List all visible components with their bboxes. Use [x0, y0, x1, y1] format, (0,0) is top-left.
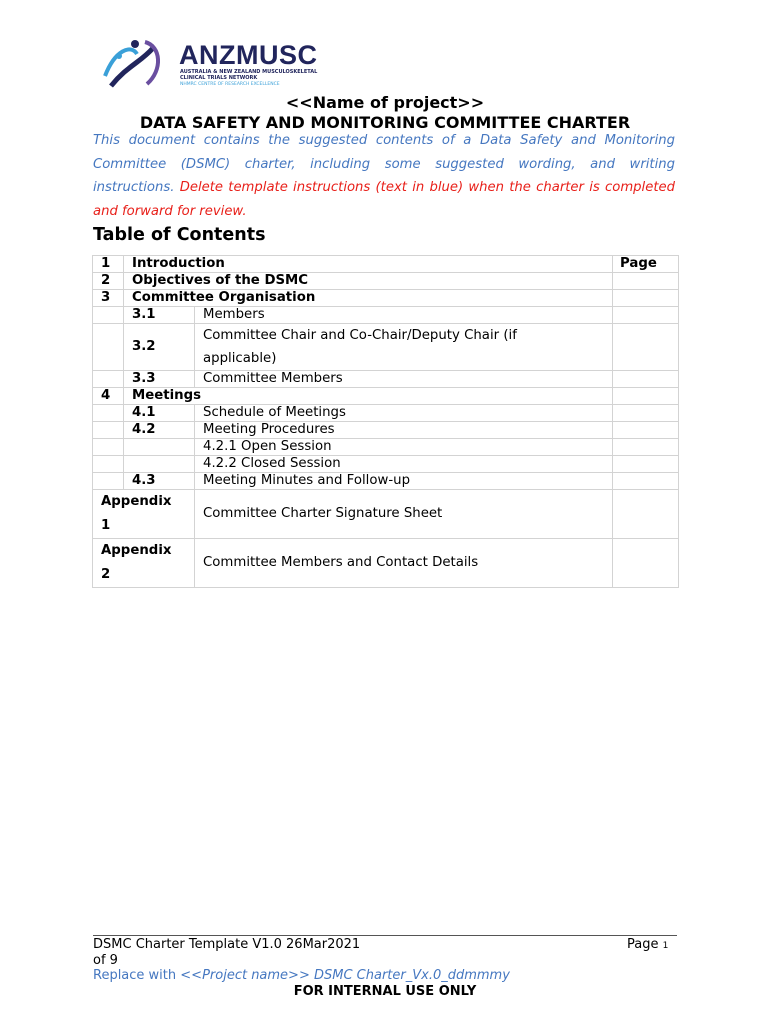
toc-section-label: Meetings: [124, 388, 613, 405]
toc-subsection-label: Committee Chair and Co-Chair/Deputy Chair (if applicable): [195, 324, 613, 371]
toc-subsection-number: 3.2: [124, 324, 195, 371]
toc-subsection-number: 3.1: [124, 307, 195, 324]
toc-section-number: 3: [93, 290, 124, 307]
toc-subsection-label: Meeting Minutes and Follow-up: [195, 473, 613, 490]
toc-section-label: Introduction: [124, 256, 613, 273]
toc-page-cell: [613, 539, 679, 588]
toc-subsection-number: [124, 439, 195, 456]
toc-row: [93, 405, 679, 422]
anzmusc-logo: [97, 36, 337, 90]
toc-page-cell: [613, 422, 679, 439]
toc-row: [93, 456, 679, 473]
toc-row: [93, 490, 679, 539]
toc-page-cell: Page: [613, 256, 679, 273]
footer-version: DSMC Charter Template V1.0 26Mar2021: [93, 937, 361, 952]
toc-subsection-number: 4.3: [124, 473, 195, 490]
intro-delete-note: Delete template instructions (text in blue) when the charter is completed and forward for review.: [93, 180, 675, 219]
toc-section-number: 4: [93, 388, 124, 405]
toc-subsection-label: Committee Members: [195, 371, 613, 388]
toc-indent: [93, 473, 124, 490]
footer-page-total: of 9: [93, 953, 118, 968]
toc-page-cell: [613, 388, 679, 405]
toc-subsection-number: 4.1: [124, 405, 195, 422]
toc-appendix-text: Appendix 2: [101, 543, 172, 582]
toc-appendix-text: Appendix 1: [101, 494, 172, 533]
toc-page-cell: [613, 405, 679, 422]
toc-page-cell: [613, 490, 679, 539]
toc-row: [93, 256, 679, 273]
footer-divider: [93, 935, 677, 936]
toc-appendix-title: Committee Members and Contact Details: [195, 539, 613, 588]
brand-name: ANZMUSC: [179, 40, 318, 70]
brand-subtitle: AUSTRALIA & NEW ZEALAND MUSCULOSKELETAL CLINICAL TRIALS NETWORK: [180, 69, 318, 81]
toc-indent: [93, 456, 124, 473]
anzmusc-figure-icon: [97, 36, 177, 90]
toc-row: [93, 371, 679, 388]
toc-subsection-number: [124, 456, 195, 473]
toc-subsection-label: Meeting Procedures: [195, 422, 613, 439]
toc-page-cell: [613, 324, 679, 371]
toc-indent: [93, 307, 124, 324]
toc-row: [93, 307, 679, 324]
toc-page-cell: [613, 371, 679, 388]
toc-row: [93, 439, 679, 456]
toc-indent: [93, 324, 124, 371]
toc-appendix-title: Committee Charter Signature Sheet: [195, 490, 613, 539]
toc-subsection-number: 3.3: [124, 371, 195, 388]
toc-appendix-label: [93, 490, 195, 539]
footer-page-number: Page 1: [627, 937, 669, 952]
toc-row: [93, 539, 679, 588]
toc-row: [93, 324, 679, 371]
toc-indent: [93, 405, 124, 422]
toc-subsection-label: Schedule of Meetings: [195, 405, 613, 422]
toc-page-cell: [613, 439, 679, 456]
toc-row: [93, 273, 679, 290]
toc-subsection-label: Members: [195, 307, 613, 324]
project-name-title: <<Name of project>>: [285, 93, 485, 112]
toc-row: [93, 388, 679, 405]
footer-filename-instruction: Replace with <<Project name>> DSMC Charter_Vx.0_ddmmmy: [93, 968, 510, 983]
toc-subsection-label: 4.2.2 Closed Session: [195, 456, 613, 473]
toc-table: [92, 255, 679, 588]
brand-tagline: NHMRC CENTRE OF RESEARCH EXCELLENCE: [180, 82, 280, 87]
toc-page-cell: [613, 456, 679, 473]
toc-section-number: 2: [93, 273, 124, 290]
toc-row: [93, 422, 679, 439]
toc-heading: Table of Contents: [93, 225, 266, 245]
toc-row: [93, 473, 679, 490]
intro-instructions: This document contains the suggested contents of a Data Safety and Monitoring Committee (DSMC) charter, including some suggested wording, and writing instructions.: [93, 133, 675, 195]
toc-page-cell: [613, 473, 679, 490]
toc-row: [93, 290, 679, 307]
toc-indent: [93, 439, 124, 456]
toc-page-cell: [613, 307, 679, 324]
toc-section-label: Committee Organisation: [124, 290, 613, 307]
footer-classification: FOR INTERNAL USE ONLY: [293, 984, 477, 999]
document-title: DATA SAFETY AND MONITORING COMMITTEE CHARTER: [139, 113, 631, 132]
toc-appendix-label: [93, 539, 195, 588]
toc-subsection-label: 4.2.1 Open Session: [195, 439, 613, 456]
toc-indent: [93, 422, 124, 439]
toc-subsection-number: 4.2: [124, 422, 195, 439]
toc-section-label: Objectives of the DSMC: [124, 273, 613, 290]
toc-section-number: 1: [93, 256, 124, 273]
toc-page-cell: [613, 290, 679, 307]
toc-page-cell: [613, 273, 679, 290]
toc-indent: [93, 371, 124, 388]
intro-paragraph: [93, 129, 675, 223]
